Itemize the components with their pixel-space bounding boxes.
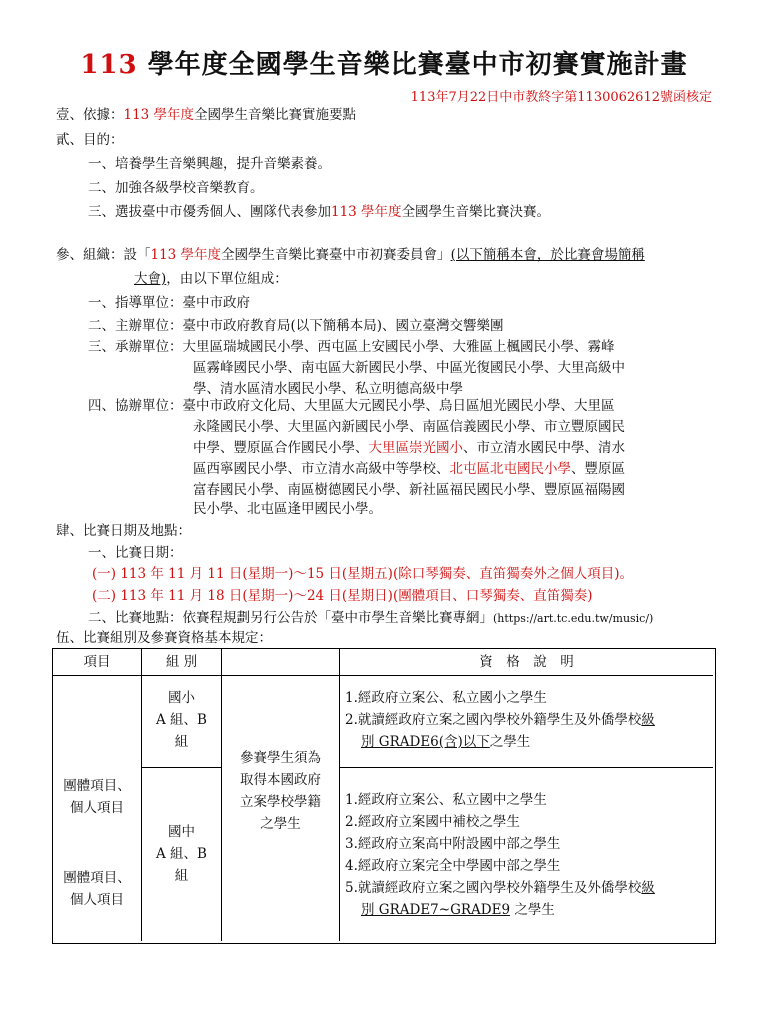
rule-item: 4.經政府立案完全中學國中部之學生 — [345, 858, 561, 874]
coorg-line4-a: 區西寧國民小學、市立清水高級中等學校、 — [193, 461, 450, 477]
org-coorganizer-line-6: 民小學、北屯區逢甲國民小學。 — [193, 501, 382, 517]
group-junior-high — [142, 821, 221, 887]
requirement-line: 立案學校學籍 — [240, 794, 321, 810]
dates-heading: 一、比賽日期： — [88, 545, 183, 561]
purpose-item-3-text: 全國學生音樂比賽決賽。 — [401, 204, 551, 220]
group-label: 國中 — [168, 824, 195, 840]
header-item: 項目 — [83, 654, 111, 670]
table-divider — [53, 675, 713, 676]
item-label: 個人項目 — [70, 892, 124, 908]
rule-item: 2.經政府立案國中補校之學生 — [345, 814, 520, 830]
table-divider — [339, 649, 340, 941]
org-tail: ，由以下單位組成： — [166, 271, 288, 287]
org-organizer-line-1: 三、承辦單位：大里區瑞城國民小學、西屯區上安國民小學、大雅區上楓國民小學、霧峰 — [88, 339, 615, 355]
item-label: 團體項目、 — [63, 778, 131, 794]
rule-underlined: 級 — [641, 712, 655, 728]
eligibility-table — [52, 648, 716, 944]
title-text: 學年度全國學生音樂比賽臺中市初賽實施計畫 — [137, 50, 688, 80]
org-coorganizer-line-4 — [193, 460, 625, 478]
group-label: A 組、B — [156, 712, 207, 728]
org-coorganizer-line-1: 四、協辦單位：臺中市政府文化局、大里區大元國民小學、烏日區旭光國民小學、大里區 — [88, 398, 615, 414]
date-range-2: (二) 113 年 11 月 18 日(星期一)～24 日(星期日)(團體項目、口琴獨奏、直笛獨奏) — [92, 588, 593, 604]
rule-item — [345, 709, 711, 731]
header-eligibility: 資 格 說 明 — [479, 654, 574, 670]
section-organization — [56, 246, 645, 264]
section-organization-cont — [134, 270, 288, 288]
coorg-line3-b: 、市立清水國民中學、清水 — [463, 440, 625, 456]
document-title — [0, 44, 768, 81]
item-label: 團體項目、 — [63, 870, 131, 886]
purpose-item-3 — [88, 203, 550, 221]
elementary-rules — [345, 687, 711, 753]
coorg-line4-highlight: 北屯區北屯國民小學 — [449, 461, 571, 477]
org-coorganizer-line-3 — [193, 439, 625, 457]
rule-underlined: 別 GRADE7~GRADE9 — [361, 902, 511, 918]
coorg-line3-a: 中學、豐原區合作國民小學、 — [193, 440, 369, 456]
section-dates-venue: 肆、比賽日期及地點： — [56, 523, 191, 539]
table-divider — [339, 767, 713, 768]
item-label: 個人項目 — [70, 800, 124, 816]
purpose-item-3-prefix: 三、選拔臺中市優秀個人、團隊代表參加 — [88, 204, 331, 220]
requirement-line: 參賽學生須為 — [240, 750, 321, 766]
item-cell-2 — [53, 867, 141, 911]
group-elementary — [142, 687, 221, 753]
org-year: 113 學年度 — [150, 247, 222, 263]
requirement-cell — [222, 747, 339, 835]
org-organizer-line-3: 學、清水區清水國民小學、私立明德高級中學 — [193, 381, 463, 397]
rule-underlined: 別 GRADE6(含)以下 — [361, 734, 490, 750]
rule-item: 1.經政府立案公、私立國中之學生 — [345, 792, 547, 808]
rule-item: 3.經政府立案高中附設國中部之學生 — [345, 836, 561, 852]
section-basis-year: 113 學年度 — [123, 107, 195, 123]
table-divider — [141, 767, 221, 768]
rule-item-cont — [345, 731, 711, 753]
rule-text: 之學生 — [489, 734, 531, 750]
item-cell-1 — [53, 775, 141, 819]
requirement-line: 之學生 — [260, 816, 301, 832]
rule-item-cont — [345, 899, 711, 921]
requirement-line: 取得本國政府 — [240, 772, 321, 788]
section-basis — [56, 106, 356, 124]
org-coorganizer-line-2: 永隆國民小學、大里區內新國民小學、南區信義國民小學、市立豐原國民 — [193, 419, 625, 435]
title-year: 113 — [80, 50, 138, 80]
date-range-1: (一) 113 年 11 月 11 日(星期一)～15 日(星期五)(除口琴獨奏、直笛獨奏外之個人項目)。 — [92, 566, 633, 582]
group-label: 國小 — [168, 690, 195, 706]
venue-url: (https://art.tc.edu.tw/music/) — [493, 612, 654, 625]
section-purpose: 貳、目的： — [56, 132, 124, 148]
group-label: 組 — [174, 734, 189, 750]
venue-text: 二、比賽地點：依賽程規劃另行公告於「臺中市學生音樂比賽專網」 — [88, 610, 493, 626]
approval-note: 113年7月22日中市教終字第1130062612號函核定 — [410, 90, 712, 105]
org-host-unit: 二、主辦單位：臺中市政府教育局(以下簡稱本局)、國立臺灣交響樂團 — [88, 318, 504, 334]
rule-text: 2.就讀經政府立案之國內學校外籍學生及外僑學校 — [345, 712, 642, 728]
org-coorganizer-line-5: 富春國民小學、南區樹德國民小學、新社區福民國民小學、豐原區福陽國 — [193, 482, 625, 498]
rule-text: 之學生 — [514, 902, 555, 918]
junior-high-rules — [345, 789, 711, 921]
rule-item: 1.經政府立案公、私立國小之學生 — [345, 690, 547, 706]
rule-underlined: 級 — [641, 880, 655, 896]
section-categories: 伍、比賽組別及參賽資格基本規定： — [56, 630, 272, 646]
org-abbrev-note: (以下簡稱本會，於比賽會場簡稱 — [450, 247, 645, 263]
section-basis-text: 全國學生音樂比賽實施要點 — [194, 107, 357, 123]
group-label: A 組、B — [156, 846, 207, 862]
purpose-item-1: 一、培養學生音樂興趣，提升音樂素養。 — [88, 156, 331, 172]
coorg-line3-highlight: 大里區崇光國小 — [368, 440, 463, 456]
rule-text: 5.就讀經政府立案之國內學校外籍學生及外僑學校 — [345, 880, 642, 896]
group-label: 組 — [174, 868, 189, 884]
purpose-item-2: 二、加強各級學校音樂教育。 — [88, 180, 264, 196]
org-committee: 全國學生音樂比賽臺中市初賽委員會」 — [221, 247, 451, 263]
org-guiding-unit: 一、指導單位：臺中市政府 — [88, 295, 250, 311]
venue-line — [88, 609, 653, 628]
section-basis-label: 壹、依據： — [56, 107, 124, 123]
purpose-item-3-year: 113 學年度 — [331, 204, 402, 220]
org-abbrev-note-end: 大會) — [134, 271, 167, 287]
header-group: 組 別 — [165, 654, 198, 670]
org-prefix: 參、組織：設「 — [56, 247, 151, 263]
org-organizer-line-2: 區霧峰國民小學、南屯區大新國民小學、中區光復國民小學、大里高級中 — [193, 360, 625, 376]
rule-item — [345, 877, 711, 899]
coorg-line4-b: 、豐原區 — [571, 461, 625, 477]
